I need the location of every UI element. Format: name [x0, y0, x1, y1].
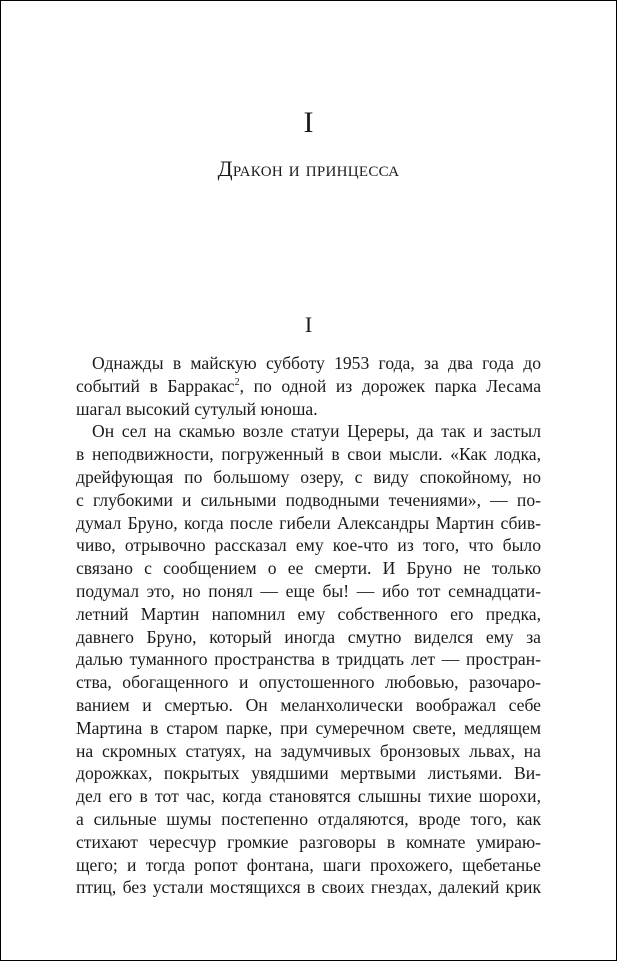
text-line: ства, обогащенного и опустошенного любовью, разочаро- — [76, 672, 541, 693]
text-line: дрейфующая по большому озеру, с виду спокойному, но — [76, 466, 541, 487]
text-line: подумал это, но понял — еще бы! — ибо тот семнадцати- — [76, 580, 541, 601]
text-line: стихают чересчур громкие разговоры в комнате умираю- — [76, 831, 541, 852]
text-line: Мартина в старом парке, при сумеречном свете, медлящем — [76, 717, 541, 738]
text-line: Он сел на скамью возле статуи Цереры, да так и застыл — [92, 421, 541, 442]
part-number: I — [303, 106, 314, 139]
text-line: дел его в тот час, когда становятся слышны тихие шорохи, — [76, 786, 541, 807]
text-line: далью туманного пространства в тридцать лет — простран- — [76, 649, 541, 670]
text-line: дорожках, покрытых увядшими мертвыми листьями. Ви- — [76, 763, 541, 784]
text-line: летний Мартин напомнил ему собственного его предка, — [76, 603, 541, 624]
text-line: шагал высокий сутулый юноша. — [76, 398, 318, 419]
text-line: давнего Бруно, который иногда смутно виделся ему за — [76, 626, 541, 647]
chapter-number: I — [304, 312, 313, 337]
part-title: Дракон и принцесса — [217, 156, 400, 181]
text-line: на скромных статуях, на задумчивых бронзовых львах, на — [76, 740, 541, 761]
text-line: чиво, отрывочно рассказал ему кое-что из того, что было — [76, 535, 541, 556]
text-line: с глубокими и сильными подводными течениями», — по- — [76, 489, 541, 510]
text-line: а сильные шумы постепенно отдаляются, вроде того, как — [76, 808, 541, 829]
text-line: щего; и тогда ропот фонтана, шаги прохожего, щебетанье — [76, 854, 541, 875]
footnote-marker[interactable]: 2 — [234, 376, 240, 388]
text-line: Однажды в майскую субботу 1953 года, за два года до — [92, 353, 541, 373]
text-line: думал Бруно, когда после гибели Александры Мартин сбив- — [76, 512, 541, 533]
text-line: птиц, без устали мостящихся в своих гнездах, далекий крик — [76, 877, 541, 898]
text-line: событий в Барракас$^2$, по одной из дорожек парка Лесама — [76, 375, 542, 396]
text-line: связано с сообщением о ее смерти. И Бруно не только — [76, 558, 541, 579]
text-line: ванием и смертью. Он меланхолически воображал себе — [76, 694, 541, 715]
body-text — [76, 352, 541, 899]
text-line: в неподвижности, погруженный в свои мысли. «Как лодка, — [76, 444, 541, 465]
